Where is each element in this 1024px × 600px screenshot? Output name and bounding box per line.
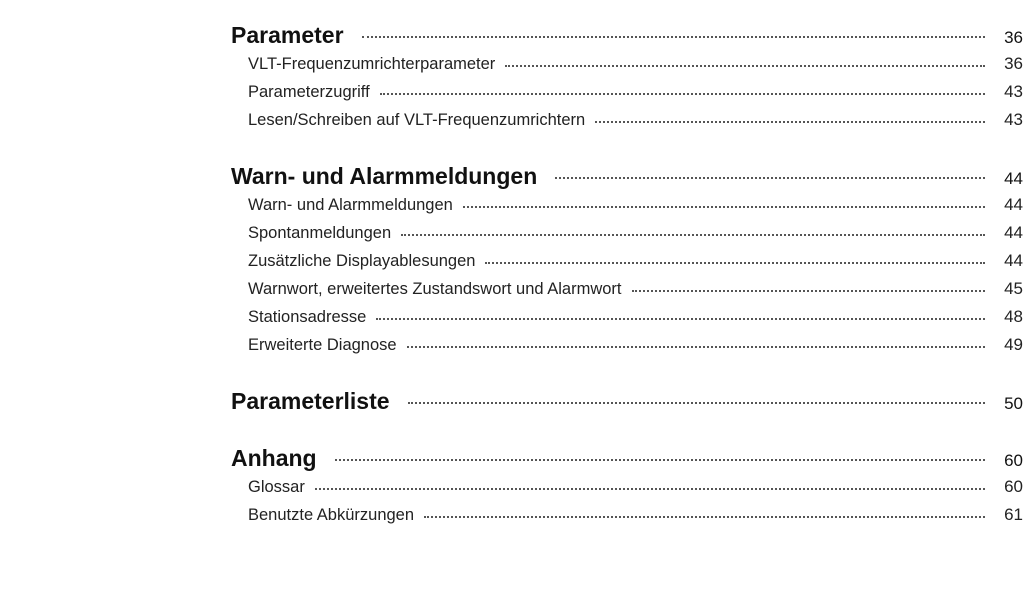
toc-entry-page: 44 [1004, 251, 1023, 270]
toc-entry[interactable] [231, 331, 1023, 359]
dot-leader [555, 176, 985, 179]
toc-entry-page: 36 [1004, 54, 1023, 73]
dot-leader [335, 458, 985, 461]
toc-entry[interactable] [231, 50, 1023, 78]
toc-entry-page: 43 [1004, 82, 1023, 101]
toc-section-warnings [231, 161, 1023, 359]
toc-section-parameter-list [231, 386, 1023, 416]
dot-leader [362, 35, 985, 38]
toc-heading-title: Anhang [231, 445, 317, 471]
dot-leader [315, 487, 985, 490]
toc-entry-label: VLT-Frequenzumrichterparameter [248, 55, 496, 73]
toc-entry[interactable] [231, 275, 1023, 303]
toc-entry[interactable] [231, 78, 1023, 106]
toc-entry-page: 49 [1004, 335, 1023, 354]
toc-entry-label: Warnwort, erweitertes Zustandswort und Alarmwort [248, 280, 622, 298]
toc-entry-page: 44 [1004, 195, 1023, 214]
dot-leader [376, 317, 985, 320]
toc-heading[interactable] [231, 386, 1023, 416]
dot-leader [424, 515, 985, 518]
table-of-contents [231, 20, 1023, 556]
toc-entry-page: 45 [1004, 279, 1023, 298]
dot-leader [407, 345, 985, 348]
toc-entry[interactable] [231, 303, 1023, 331]
toc-section-appendix [231, 443, 1023, 529]
toc-entry[interactable] [231, 501, 1023, 529]
toc-section-parameter [231, 20, 1023, 134]
toc-entry-label: Zusätzliche Displayablesungen [248, 252, 476, 270]
dot-leader [463, 205, 985, 208]
toc-heading[interactable] [231, 20, 1023, 50]
toc-entry-page: 60 [1004, 477, 1023, 496]
toc-entry[interactable] [231, 473, 1023, 501]
dot-leader [632, 289, 985, 292]
toc-entry-label: Stationsadresse [248, 308, 367, 326]
toc-entry[interactable] [231, 247, 1023, 275]
toc-entry-page: 61 [1004, 505, 1023, 524]
toc-heading[interactable] [231, 161, 1023, 191]
dot-leader [485, 261, 985, 264]
toc-entry-page: 48 [1004, 307, 1023, 326]
toc-entry[interactable] [231, 106, 1023, 134]
toc-heading-page: 60 [1004, 451, 1023, 470]
toc-entry-label: Glossar [248, 478, 305, 496]
toc-entry-label: Benutzte Abkürzungen [248, 506, 415, 524]
dot-leader [408, 401, 985, 404]
dot-leader [595, 120, 985, 123]
toc-entry-page: 43 [1004, 110, 1023, 129]
toc-heading-page: 36 [1004, 28, 1023, 47]
toc-entry[interactable] [231, 191, 1023, 219]
toc-heading-title: Parameterliste [231, 388, 390, 414]
dot-leader [380, 92, 985, 95]
toc-entry[interactable] [231, 219, 1023, 247]
toc-entry-label: Parameterzugriff [248, 83, 370, 101]
dot-leader [401, 233, 985, 236]
toc-entry-label: Warn- und Alarmmeldungen [248, 196, 453, 214]
toc-heading-title: Warn- und Alarmmeldungen [231, 163, 538, 189]
toc-entry-page: 44 [1004, 223, 1023, 242]
toc-entry-label: Lesen/Schreiben auf VLT-Frequenzumrichtern [248, 111, 586, 129]
toc-heading-page: 44 [1004, 169, 1023, 188]
toc-heading-title: Parameter [231, 22, 344, 48]
toc-entry-label: Spontanmeldungen [248, 224, 392, 242]
toc-heading-page: 50 [1004, 394, 1023, 413]
dot-leader [505, 64, 985, 67]
toc-heading[interactable] [231, 443, 1023, 473]
toc-entry-label: Erweiterte Diagnose [248, 336, 397, 354]
